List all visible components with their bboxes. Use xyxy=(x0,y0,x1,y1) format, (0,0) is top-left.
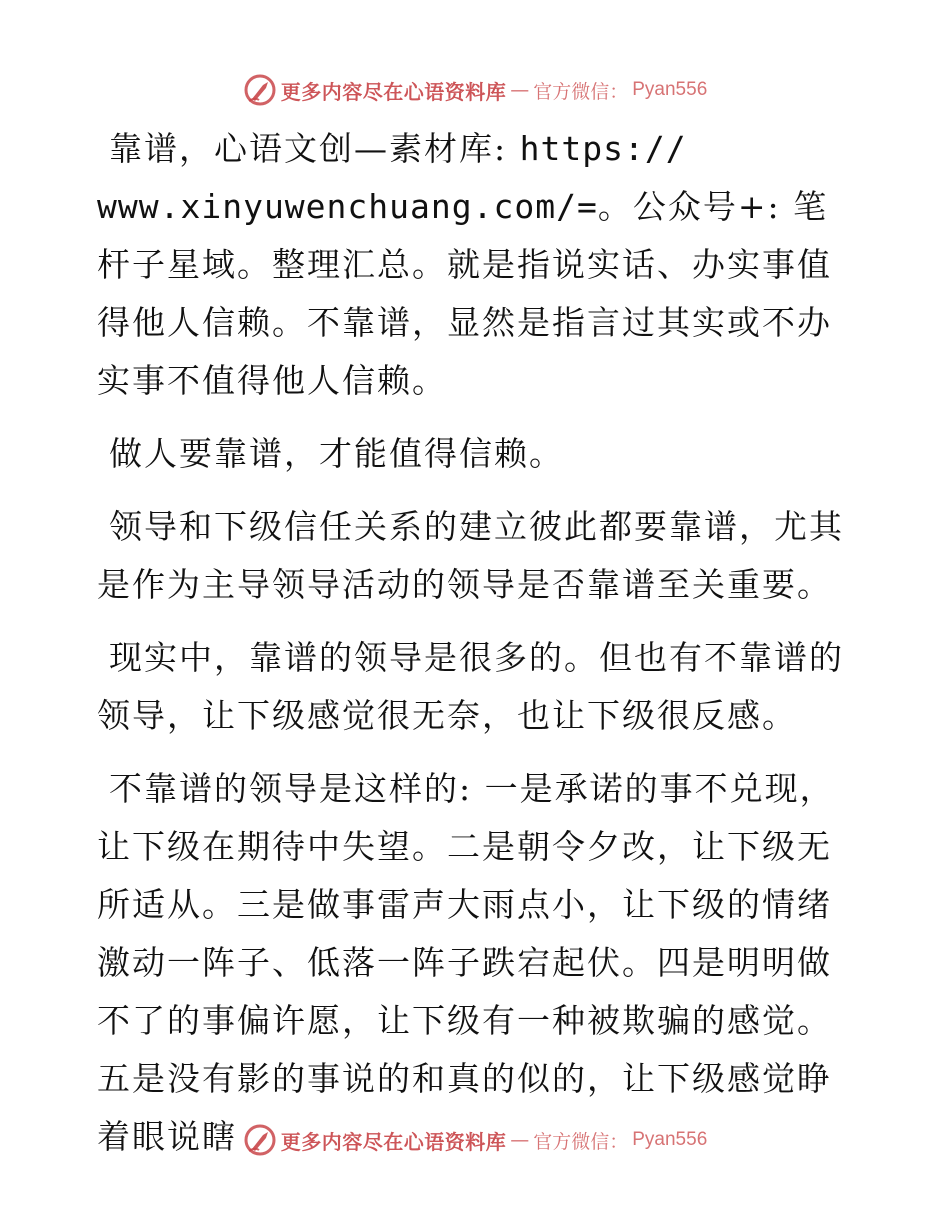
document-body xyxy=(97,120,857,1181)
paragraph-5-text: 不靠谱的领导是这样的: 一是承诺的事不兑现，让下级在期待中失望。二是朝令夕改，让下级无所适从。三是做事雷声大雨点小，让下级的情绪激动一阵子、低落一阵子跌宕起伏。四是明明做不了的事偏许愿，让下级有一种被欺骗的感觉。五是没有影的事说的和真的似的，让下级感觉睁着眼说瞎 xyxy=(97,769,835,1156)
paragraph-5 xyxy=(97,760,857,1166)
banner-dash: — xyxy=(510,1129,530,1151)
banner-dash: — xyxy=(510,79,530,101)
banner-wechat-id: Pyan556 xyxy=(632,1129,708,1150)
paragraph-4 xyxy=(97,629,857,745)
paragraph-4-text: 现实中，靠谱的领导是很多的。但也有不靠谱的领导，让下级感觉很无奈，也让下级很反感。 xyxy=(97,638,844,735)
paragraph-2 xyxy=(97,425,857,483)
paragraph-1-url-part1: https:// xyxy=(519,129,687,168)
banner-main-text: 更多内容尽在心语资料库 xyxy=(280,79,507,104)
banner-main-text: 更多内容尽在心语资料库 xyxy=(280,1129,507,1154)
paragraph-2-text: 做人要靠谱，才能值得信赖。 xyxy=(109,434,564,473)
footer-watermark-banner xyxy=(0,1120,950,1160)
banner-official-label: 官方微信： xyxy=(533,80,629,103)
banner-wechat-id: Pyan556 xyxy=(632,79,708,100)
paragraph-1-url-part2: www.xinyuwenchuang.com/= xyxy=(97,187,598,226)
pen-nib-logo-icon xyxy=(243,73,277,107)
header-watermark-banner xyxy=(0,70,950,110)
banner-content xyxy=(243,73,708,107)
banner-content xyxy=(243,1123,708,1157)
banner-official-label: 官方微信： xyxy=(533,1130,629,1153)
paragraph-1-intro: 靠谱，心语文创—素材库: xyxy=(109,129,508,168)
paragraph-1 xyxy=(97,120,857,410)
paragraph-3 xyxy=(97,498,857,614)
paragraph-1-rest: 。公众号+: 笔杆子星域。整理汇总。就是指说实话、办实事值得他人信赖。不靠谱，显然是指言过其实或不办实事不值得他人信赖。 xyxy=(97,187,832,400)
paragraph-3-text: 领导和下级信任关系的建立彼此都要靠谱，尤其是作为主导领导活动的领导是否靠谱至关重要。 xyxy=(97,507,844,604)
pen-nib-logo-icon xyxy=(243,1123,277,1157)
